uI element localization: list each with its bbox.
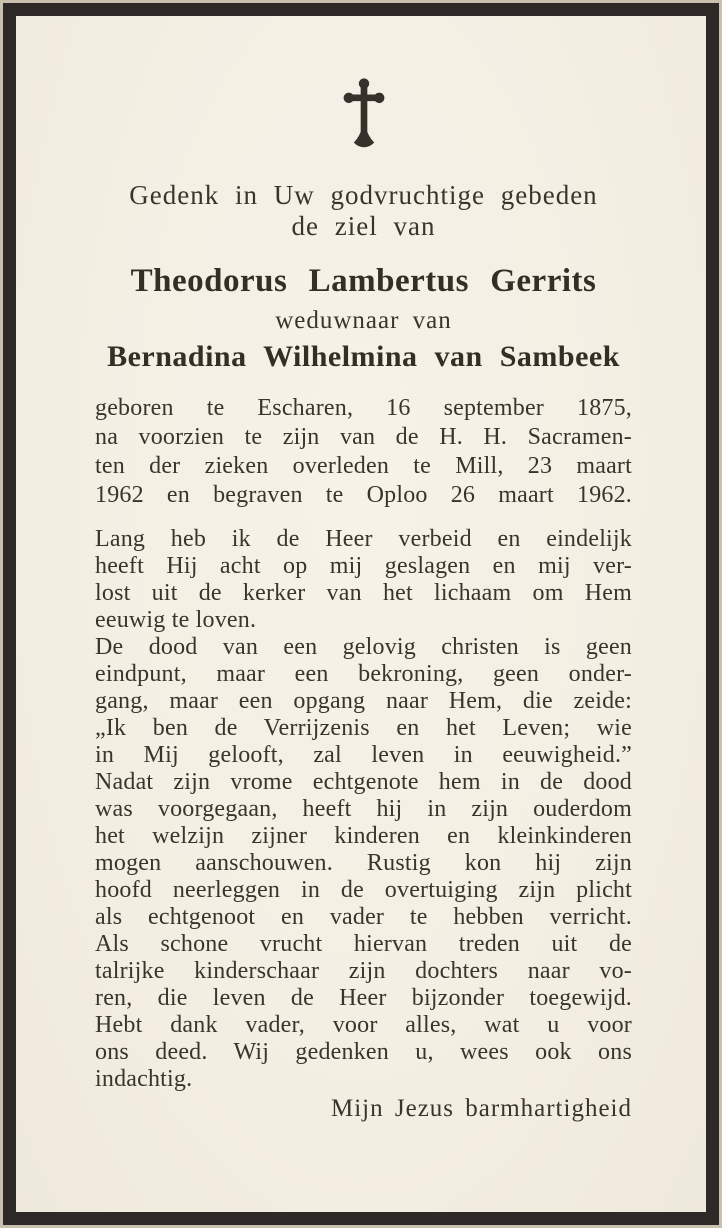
card-frame-border bbox=[3, 3, 719, 1225]
text-line: na voorzien te zijn van de H. H. Sacramen- bbox=[95, 424, 632, 450]
text-line: ren, die leven de Heer bijzonder toegewijd. bbox=[95, 985, 632, 1011]
text-line: eeuwig te loven. bbox=[95, 607, 257, 633]
cross-icon bbox=[95, 76, 632, 152]
text-line: talrijke kinderschaar zijn dochters naar vo- bbox=[95, 958, 632, 984]
body-paragraph-3 bbox=[95, 769, 632, 931]
deceased-name: Theodorus Lambertus Gerrits bbox=[130, 263, 597, 299]
memorial-text bbox=[95, 526, 632, 1093]
text-line: Lang heb ik de Heer verbeid en eindelijk bbox=[95, 526, 632, 552]
body-paragraph-1 bbox=[95, 526, 632, 634]
text-line: mogen aanschouwen. Rustig kon hij zijn bbox=[95, 850, 632, 876]
spouse-name: Bernadina Wilhelmina van Sambeek bbox=[107, 340, 620, 373]
text-line: Hebt dank vader, voor alles, wat u voor bbox=[95, 1012, 632, 1038]
card-content bbox=[16, 76, 706, 1123]
card-paper bbox=[16, 16, 706, 1212]
text-line: als echtgenoot en vader te hebben verricht. bbox=[95, 904, 632, 930]
text-line: hoofd neerleggen in de overtuiging zijn plicht bbox=[95, 877, 632, 903]
body-paragraph-4 bbox=[95, 931, 632, 1093]
text-line: ten der zieken overleden te Mill, 23 maart bbox=[95, 453, 632, 479]
text-line: was voorgegaan, heeft hij in zijn ouderdom bbox=[95, 796, 632, 822]
relation-label: weduwnaar van bbox=[275, 307, 452, 334]
intro-line-2: de ziel van bbox=[291, 211, 436, 241]
text-line: heeft Hij acht op mij geslagen en mij ver- bbox=[95, 553, 632, 579]
body-paragraph-2 bbox=[95, 634, 632, 769]
intro-line-1: Gedenk in Uw godvruchtige gebeden bbox=[129, 180, 598, 210]
vitals-paragraph bbox=[95, 394, 632, 510]
text-line: Nadat zijn vrome echtgenote hem in de dood bbox=[95, 769, 632, 795]
text-line: 1962 en begraven te Oploo 26 maart 1962. bbox=[95, 482, 632, 508]
text-line: het welzijn zijner kinderen en kleinkinderen bbox=[95, 823, 632, 849]
text-line: „Ik ben de Verrijzenis en het Leven; wie bbox=[95, 715, 632, 741]
text-line: De dood van een gelovig christen is geen bbox=[95, 634, 632, 660]
text-line: in Mij gelooft, zal leven in eeuwigheid.” bbox=[95, 742, 632, 768]
text-line: indachtig. bbox=[95, 1066, 193, 1092]
text-line: geboren te Escharen, 16 september 1875, bbox=[95, 395, 632, 421]
closing-prayer: Mijn Jezus barmhartigheid bbox=[331, 1095, 632, 1122]
text-line: lost uit de kerker van het lichaam om Hem bbox=[95, 580, 632, 606]
text-line: Als schone vrucht hiervan treden uit de bbox=[95, 931, 632, 957]
text-line: eindpunt, maar een bekroning, geen onder- bbox=[95, 661, 632, 687]
text-line: ons deed. Wij gedenken u, wees ook ons bbox=[95, 1039, 632, 1065]
text-line: gang, maar een opgang naar Hem, die zeide: bbox=[95, 688, 632, 714]
